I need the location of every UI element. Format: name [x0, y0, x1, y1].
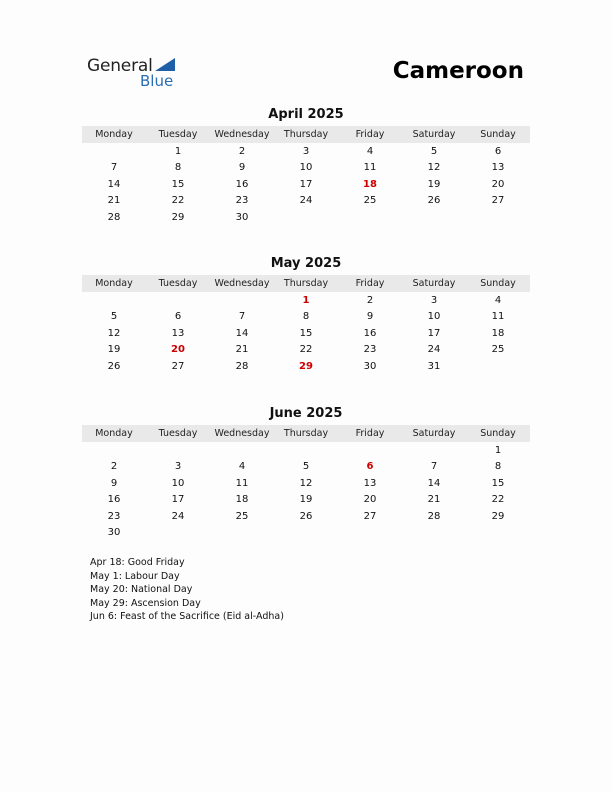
weekday-label: Friday: [355, 129, 385, 140]
day-cell: 21: [427, 494, 441, 506]
weekday-label: Saturday: [412, 278, 456, 289]
day-cell: 15: [171, 178, 185, 190]
month-may: [82, 255, 530, 375]
day-cell: 7: [430, 461, 438, 473]
day-cell: 23: [107, 510, 121, 522]
day-grid: [82, 292, 530, 375]
day-cell: 23: [363, 344, 377, 356]
day-cell: 14: [235, 327, 249, 339]
day-cell: 15: [299, 327, 313, 339]
day-cell: 9: [110, 477, 118, 489]
day-cell: 5: [430, 145, 438, 157]
day-cell: 24: [427, 344, 441, 356]
day-cell: 2: [366, 294, 374, 306]
day-cell: 12: [427, 162, 441, 174]
weekday-label: Sunday: [480, 278, 516, 289]
day-cell: 29: [171, 211, 185, 223]
day-cell: 16: [363, 327, 377, 339]
day-cell: 26: [427, 195, 441, 207]
day-cell: 30: [235, 211, 249, 223]
month-title: April 2025: [268, 107, 344, 122]
day-cell: 18: [363, 178, 377, 190]
day-cell: 27: [491, 195, 505, 207]
weekday-label: Wednesday: [214, 129, 270, 140]
month-april: [82, 106, 530, 226]
day-cell: 6: [494, 145, 502, 157]
week-row: [82, 292, 530, 309]
day-cell: 11: [491, 311, 505, 323]
day-cell: 13: [171, 327, 185, 339]
day-cell: 12: [107, 327, 121, 339]
day-cell: 15: [491, 477, 505, 489]
weekday-label: Tuesday: [158, 129, 198, 140]
month-title: May 2025: [270, 256, 342, 271]
day-cell: 20: [363, 494, 377, 506]
country-title: Cameroon: [392, 58, 524, 84]
week-row: [82, 342, 530, 359]
day-cell: 27: [363, 510, 377, 522]
logo-triangle-icon: [155, 58, 175, 71]
day-cell: 26: [107, 360, 121, 372]
day-cell: 28: [107, 211, 121, 223]
weekday-header: [82, 126, 530, 143]
holiday-note: May 1: Labour Day: [90, 570, 180, 582]
week-row: [82, 508, 530, 525]
day-cell: 19: [427, 178, 441, 190]
day-cell: 17: [427, 327, 441, 339]
day-cell: 14: [427, 477, 441, 489]
week-row: [82, 193, 530, 210]
day-cell: 18: [235, 494, 249, 506]
day-cell: 7: [110, 162, 118, 174]
weekday-label: Wednesday: [214, 428, 270, 439]
day-cell: 29: [491, 510, 505, 522]
week-row: [82, 325, 530, 342]
day-cell: 10: [299, 162, 313, 174]
day-cell: 24: [171, 510, 185, 522]
holiday-note: May 20: National Day: [90, 584, 193, 595]
day-cell: 29: [299, 360, 313, 372]
day-cell: 21: [107, 195, 121, 207]
day-cell: 28: [235, 360, 249, 372]
week-row: [82, 160, 530, 177]
weekday-label: Saturday: [412, 129, 456, 140]
day-cell: 30: [363, 360, 377, 372]
day-cell: 11: [363, 162, 377, 174]
weekday-label: Sunday: [480, 428, 516, 439]
day-cell: 8: [494, 461, 502, 473]
day-cell: 3: [430, 294, 438, 306]
weekday-label: Monday: [95, 278, 133, 289]
weekday-label: Saturday: [412, 428, 456, 439]
day-cell: 30: [107, 527, 121, 539]
day-cell: 19: [299, 494, 313, 506]
week-row: [82, 475, 530, 492]
day-cell: 3: [302, 145, 310, 157]
day-cell: 5: [110, 311, 118, 323]
day-cell: 5: [302, 461, 310, 473]
day-cell: 20: [171, 344, 185, 356]
week-row: [82, 525, 530, 542]
day-cell: 7: [238, 311, 246, 323]
day-cell: 26: [299, 510, 313, 522]
day-cell: 10: [171, 477, 185, 489]
day-cell: 21: [235, 344, 249, 356]
weekday-header: [82, 425, 530, 442]
day-cell: 18: [491, 327, 505, 339]
logo-blue-text: Blue: [140, 72, 174, 90]
day-cell: 6: [174, 311, 182, 323]
day-cell: 11: [235, 477, 249, 489]
week-row: [82, 176, 530, 193]
day-cell: 9: [366, 311, 374, 323]
day-grid: [82, 143, 530, 226]
day-cell: 16: [107, 494, 121, 506]
day-cell: 13: [363, 477, 377, 489]
day-cell: 16: [235, 178, 249, 190]
day-cell: 3: [174, 461, 182, 473]
day-cell: 13: [491, 162, 505, 174]
holiday-note: Jun 6: Feast of the Sacrifice (Eid al-Adha): [90, 611, 284, 622]
week-row: [82, 358, 530, 375]
week-row: [82, 492, 530, 509]
weekday-label: Tuesday: [158, 278, 198, 289]
weekday-label: Monday: [95, 428, 133, 439]
day-cell: 1: [494, 444, 502, 456]
week-row: [82, 459, 530, 476]
day-cell: 2: [238, 145, 246, 157]
day-cell: 10: [427, 311, 441, 323]
week-row: [82, 143, 530, 160]
day-cell: 1: [302, 294, 310, 306]
day-cell: 22: [171, 195, 185, 207]
weekday-label: Friday: [355, 428, 385, 439]
month-june: [82, 405, 530, 541]
day-cell: 28: [427, 510, 441, 522]
day-cell: 8: [302, 311, 310, 323]
weekday-label: Thursday: [283, 129, 329, 140]
day-cell: 2: [110, 461, 118, 473]
weekday-label: Sunday: [480, 129, 516, 140]
day-cell: 27: [171, 360, 185, 372]
day-cell: 22: [299, 344, 313, 356]
day-cell: 17: [299, 178, 313, 190]
day-cell: 8: [174, 162, 182, 174]
day-cell: 31: [427, 360, 441, 372]
weekday-header: [82, 275, 530, 292]
weekday-label: Thursday: [283, 428, 329, 439]
day-cell: 4: [494, 294, 502, 306]
day-cell: 22: [491, 494, 505, 506]
day-cell: 6: [366, 461, 374, 473]
generalblue-logo: [87, 56, 187, 92]
week-row: [82, 209, 530, 226]
weekday-label: Friday: [355, 278, 385, 289]
day-cell: 25: [235, 510, 249, 522]
day-cell: 4: [238, 461, 246, 473]
week-row: [82, 309, 530, 326]
day-cell: 12: [299, 477, 313, 489]
weekday-label: Thursday: [283, 278, 329, 289]
holiday-note: Apr 18: Good Friday: [90, 557, 185, 568]
day-cell: 23: [235, 195, 249, 207]
week-row: [82, 442, 530, 459]
day-cell: 9: [238, 162, 246, 174]
day-cell: 20: [491, 178, 505, 190]
weekday-label: Wednesday: [214, 278, 270, 289]
holiday-note: May 29: Ascension Day: [90, 597, 201, 609]
day-cell: 25: [363, 195, 377, 207]
day-cell: 24: [299, 195, 313, 207]
logo-general-text: General: [87, 56, 153, 76]
day-cell: 1: [174, 145, 182, 157]
day-grid: [82, 442, 530, 541]
day-cell: 17: [171, 494, 185, 506]
month-title: June 2025: [269, 406, 343, 421]
day-cell: 14: [107, 178, 121, 190]
holiday-notes: [90, 556, 284, 624]
day-cell: 19: [107, 344, 121, 356]
weekday-label: Tuesday: [158, 428, 198, 439]
day-cell: 25: [491, 344, 505, 356]
weekday-label: Monday: [95, 129, 133, 140]
day-cell: 4: [366, 145, 374, 157]
